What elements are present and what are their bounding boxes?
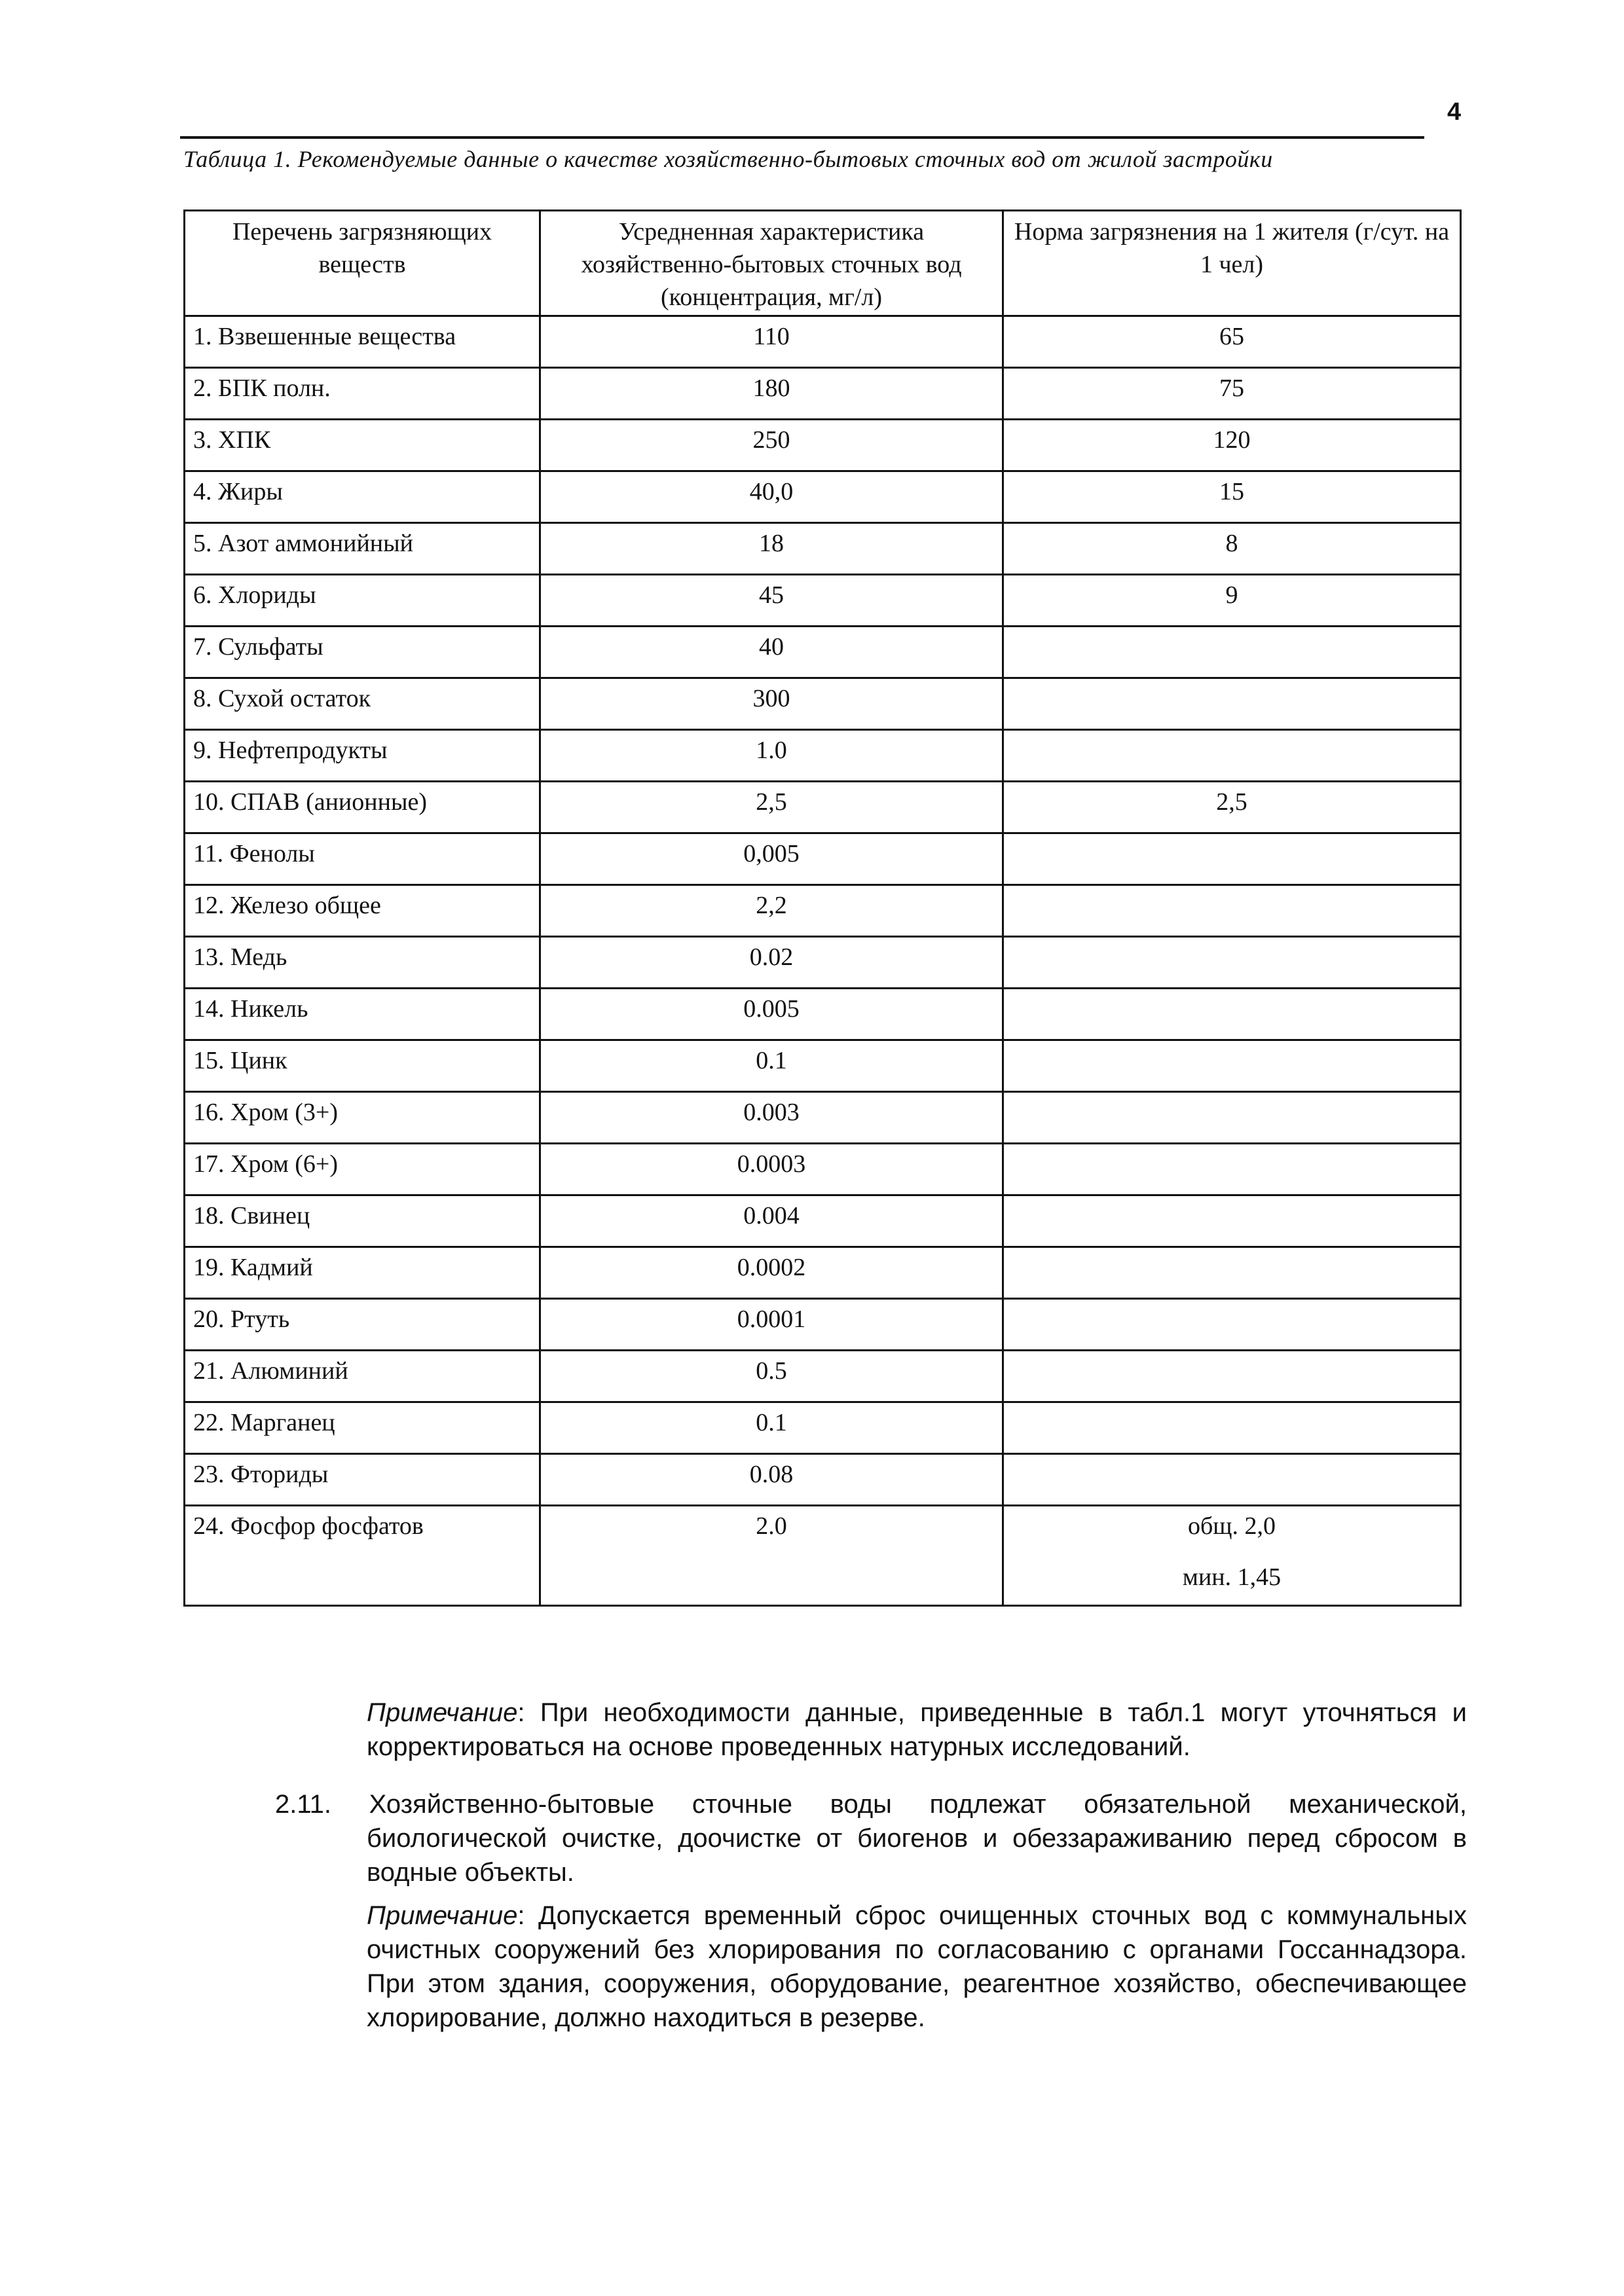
- table-row: [185, 1195, 1461, 1247]
- pollutant-cell-text: 3. ХПК: [193, 426, 271, 454]
- concentration-cell-text: 45: [759, 581, 784, 609]
- norm-cell-text: общ. 2,0: [1187, 1512, 1276, 1540]
- concentration-cell-text: 18: [759, 530, 784, 557]
- pollutant-cell: [185, 1195, 540, 1247]
- concentration-cell: [540, 1144, 1003, 1195]
- concentration-cell: [540, 989, 1003, 1040]
- table-row: [185, 833, 1461, 885]
- note-label: Примечание: [367, 1901, 518, 1930]
- norm-cell: [1003, 1195, 1461, 1247]
- pollutant-cell-text: 6. Хлориды: [193, 581, 316, 609]
- note-2: [367, 1899, 1467, 2035]
- pollutant-cell-text: 9. Нефтепродукты: [193, 737, 388, 764]
- norm-cell: [1003, 368, 1461, 420]
- page-number: 4: [1447, 98, 1462, 126]
- norm-cell-text: 2,5: [1216, 788, 1247, 816]
- pollutant-cell-text: 22. Марганец: [193, 1409, 335, 1436]
- pollutant-cell-text: 24. Фосфор фосфатов: [193, 1512, 424, 1540]
- pollutant-cell-text: 18. Свинец: [193, 1202, 310, 1230]
- norm-cell: [1003, 1040, 1461, 1092]
- pollutant-cell-text: 10. СПАВ (анионные): [193, 788, 427, 816]
- concentration-cell: [540, 575, 1003, 627]
- table-row: [185, 627, 1461, 678]
- table-header-row: [185, 211, 1461, 316]
- pollutant-cell-text: 17. Хром (6+): [193, 1150, 339, 1178]
- table-row: [185, 1092, 1461, 1144]
- norm-cell: [1003, 1299, 1461, 1351]
- pollutant-cell: [185, 1247, 540, 1299]
- norm-cell-text: 9: [1225, 581, 1238, 609]
- pollutant-cell-text: 15. Цинк: [193, 1047, 287, 1074]
- pollutant-cell-text: 16. Хром (3+): [193, 1099, 339, 1126]
- concentration-cell-text: 2,2: [756, 892, 787, 919]
- concentration-cell: [540, 1299, 1003, 1351]
- concentration-cell-text: 110: [753, 323, 790, 350]
- pollutant-cell-text: 4. Жиры: [193, 478, 283, 505]
- concentration-cell: [540, 316, 1003, 368]
- pollutant-cell: [185, 678, 540, 730]
- norm-cell: [1003, 989, 1461, 1040]
- norm-cell-text: 75: [1219, 374, 1244, 402]
- table-row: [185, 937, 1461, 989]
- pollutant-cell: [185, 1454, 540, 1506]
- pollutants-table: [183, 210, 1462, 1607]
- pollutant-cell: [185, 885, 540, 937]
- pollutant-cell-text: 12. Железо общее: [193, 892, 381, 919]
- table-row: [185, 575, 1461, 627]
- pollutant-cell: [185, 1092, 540, 1144]
- concentration-cell: [540, 1040, 1003, 1092]
- concentration-cell-text: 40: [759, 633, 784, 661]
- norm-cell: [1003, 1144, 1461, 1195]
- pollutant-cell-text: 7. Сульфаты: [193, 633, 323, 661]
- concentration-cell-text: 0.1: [756, 1409, 787, 1436]
- pollutant-cell: [185, 1351, 540, 1402]
- norm-cell: [1003, 1351, 1461, 1402]
- pollutant-cell-text: 23. Фториды: [193, 1461, 329, 1488]
- norm-cell: [1003, 1454, 1461, 1506]
- pollutant-cell-text: 14. Никель: [193, 995, 308, 1023]
- header-norm: Норма загрязнения на 1 жителя (г/сут. на 1 чел): [1003, 211, 1461, 316]
- norm-cell: [1003, 782, 1461, 833]
- paragraph-2-11: 2.11. Хозяйственно-бытовые сточные воды подлежат обязательной механической, биологической очистке, доочистке от биогенов и обеззараживанию перед сбросом в водные объекты.: [275, 1790, 1467, 1887]
- table-row: [185, 471, 1461, 523]
- concentration-cell: [540, 368, 1003, 420]
- note-1: [367, 1696, 1467, 1764]
- table-row: [185, 782, 1461, 833]
- concentration-cell: [540, 730, 1003, 782]
- concentration-cell-text: 0.1: [756, 1047, 787, 1074]
- concentration-cell: [540, 420, 1003, 471]
- concentration-cell-text: 0.5: [756, 1357, 787, 1385]
- concentration-cell: [540, 1454, 1003, 1506]
- pollutant-cell-text: 13. Медь: [193, 943, 287, 971]
- pollutant-cell: [185, 316, 540, 368]
- pollutant-cell-text: 21. Алюминий: [193, 1357, 348, 1385]
- norm-cell: [1003, 1092, 1461, 1144]
- header-concentration: Усредненная характеристика хозяйственно-бытовых сточных вод (концентрация, мг/л): [540, 211, 1003, 316]
- table-row: [185, 420, 1461, 471]
- pollutant-cell: [185, 575, 540, 627]
- table-row: [185, 1454, 1461, 1506]
- norm-cell-text: 8: [1225, 530, 1238, 557]
- concentration-cell-text: 250: [752, 426, 790, 454]
- table-row: [185, 885, 1461, 937]
- concentration-cell-text: 0.0001: [737, 1305, 806, 1333]
- pollutant-cell: [185, 1144, 540, 1195]
- concentration-cell-text: 40,0: [749, 478, 794, 505]
- table-row: [185, 1299, 1461, 1351]
- pollutant-cell: [185, 730, 540, 782]
- pollutant-cell: [185, 627, 540, 678]
- concentration-cell: [540, 471, 1003, 523]
- concentration-cell: [540, 1247, 1003, 1299]
- table-row: [185, 1506, 1461, 1606]
- concentration-cell: [540, 1402, 1003, 1454]
- concentration-cell-text: 2.0: [756, 1512, 787, 1540]
- concentration-cell: [540, 678, 1003, 730]
- pollutant-cell: [185, 420, 540, 471]
- concentration-cell: [540, 627, 1003, 678]
- pollutant-cell-text: 8. Сухой остаток: [193, 685, 371, 712]
- table-row: [185, 1402, 1461, 1454]
- table-row: [185, 1040, 1461, 1092]
- concentration-cell: [540, 833, 1003, 885]
- norm-cell: [1003, 730, 1461, 782]
- norm-cell: [1003, 1247, 1461, 1299]
- table-row: [185, 1351, 1461, 1402]
- table-row: [185, 368, 1461, 420]
- concentration-cell-text: 180: [752, 374, 790, 402]
- table-row: [185, 1144, 1461, 1195]
- pollutant-cell: [185, 1040, 540, 1092]
- note-text: : При необходимости данные, приведенные в табл.1 могут уточняться и корректироваться на основе проведенных натурных исследований.: [367, 1698, 1467, 1761]
- concentration-cell: [540, 885, 1003, 937]
- concentration-cell: [540, 1092, 1003, 1144]
- concentration-cell-text: 0,005: [743, 840, 800, 867]
- concentration-cell-text: 0.0003: [737, 1150, 806, 1178]
- pollutant-cell-text: 19. Кадмий: [193, 1254, 313, 1281]
- table-row: [185, 1247, 1461, 1299]
- norm-cell: [1003, 937, 1461, 989]
- pollutant-cell: [185, 989, 540, 1040]
- pollutant-cell: [185, 523, 540, 575]
- concentration-cell-text: 0.003: [743, 1099, 800, 1126]
- pollutant-cell: [185, 1402, 540, 1454]
- pollutant-cell: [185, 1506, 540, 1606]
- header-rule: [180, 136, 1424, 139]
- pollutant-cell: [185, 782, 540, 833]
- pollutant-cell-text: 2. БПК полн.: [193, 374, 331, 402]
- pollutant-cell-text: 1. Взвешенные вещества: [193, 323, 456, 350]
- norm-cell: [1003, 523, 1461, 575]
- norm-cell: [1003, 627, 1461, 678]
- concentration-cell: [540, 1195, 1003, 1247]
- concentration-cell-text: 1.0: [756, 737, 787, 764]
- norm-cell: [1003, 316, 1461, 368]
- pollutant-cell-text: 20. Ртуть: [193, 1305, 290, 1333]
- concentration-cell: [540, 1351, 1003, 1402]
- table-row: [185, 678, 1461, 730]
- norm-cell: [1003, 1402, 1461, 1454]
- table-row: [185, 523, 1461, 575]
- concentration-cell-text: 0.0002: [737, 1254, 806, 1281]
- norm-cell: [1003, 833, 1461, 885]
- norm-min-text: мин. 1,45: [1182, 1563, 1282, 1591]
- note-label: Примечание: [367, 1698, 518, 1727]
- norm-cell: [1003, 1506, 1461, 1606]
- norm-cell: [1003, 420, 1461, 471]
- concentration-cell-text: 0.005: [743, 995, 800, 1023]
- pollutant-cell: [185, 937, 540, 989]
- header-pollutant: Перечень загрязняющих веществ: [185, 211, 540, 316]
- table-row: [185, 730, 1461, 782]
- pollutant-cell-text: 11. Фенолы: [193, 840, 315, 867]
- table-row: [185, 316, 1461, 368]
- norm-cell: [1003, 678, 1461, 730]
- norm-cell-text: 120: [1213, 426, 1251, 454]
- concentration-cell-text: 2,5: [756, 788, 787, 816]
- concentration-cell: [540, 523, 1003, 575]
- norm-cell-text: 15: [1219, 478, 1244, 505]
- concentration-cell-text: 0.02: [749, 943, 794, 971]
- concentration-cell: [540, 1506, 1003, 1606]
- pollutant-cell-text: 5. Азот аммонийный: [193, 530, 414, 557]
- concentration-cell-text: 0.08: [749, 1461, 794, 1488]
- pollutant-cell: [185, 368, 540, 420]
- concentration-cell: [540, 782, 1003, 833]
- note-text: : Допускается временный сброс очищенных сточных вод с коммунальных очистных сооружений без хлорирования по согласованию с органами Госсаннадзора. При этом здания, сооружения, оборудование, реагентное хозяйство, обеспечивающее хлорирование, должно находиться в резерве.: [367, 1901, 1467, 2032]
- pollutant-cell: [185, 471, 540, 523]
- concentration-cell: [540, 937, 1003, 989]
- pollutant-cell: [185, 1299, 540, 1351]
- norm-cell: [1003, 885, 1461, 937]
- table-row: [185, 989, 1461, 1040]
- concentration-cell-text: 0.004: [743, 1202, 800, 1230]
- norm-cell-text: 65: [1219, 323, 1244, 350]
- table-caption: Таблица 1. Рекомендуемые данные о качестве хозяйственно-бытовых сточных вод от жилой застройки: [183, 146, 1273, 172]
- norm-cell: [1003, 575, 1461, 627]
- norm-cell: [1003, 471, 1461, 523]
- pollutant-cell: [185, 833, 540, 885]
- concentration-cell-text: 300: [752, 685, 790, 712]
